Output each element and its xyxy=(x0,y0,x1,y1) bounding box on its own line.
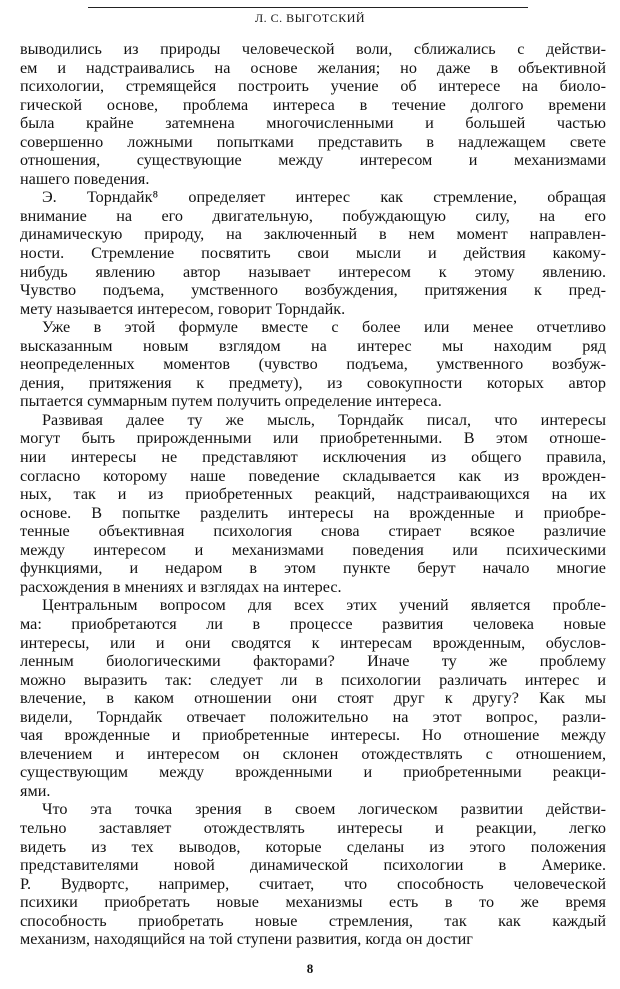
text-line: внимание на его двигательную, побуждающую силу, на его xyxy=(20,206,606,225)
text-line: мету называется интересом, говорит Торндайк. xyxy=(20,299,346,318)
text-line: выводились из природы человеческой воли, сближались с действи- xyxy=(20,40,606,58)
text-line: можно выразить так: следует ли в психологии различать интерес и xyxy=(20,670,606,689)
text-line: Центральным вопросом для всех этих учений является пробле- xyxy=(42,596,606,615)
text-line: психики приобретать новые механизмы есть в то же время xyxy=(20,893,606,912)
text-line: ями. xyxy=(20,781,51,800)
page-number: 8 xyxy=(306,961,314,976)
text-line: ма: приобретаются ли в процессе развития человека новые xyxy=(20,614,606,633)
text-line: тельно заставляет отождествлять интересы и реакции, легко xyxy=(20,818,606,837)
text-line: нашего поведения. xyxy=(20,169,150,188)
text-line: ем и надстраивались на основе желания; но даже в объективной xyxy=(20,58,606,77)
text-line: гической основе, проблема интереса в течение долгого времени xyxy=(20,95,606,114)
text-line: расхождения в мнениях и взглядах на интерес. xyxy=(20,577,342,596)
text-line: основе. В попытке разделить интересы на врожденные и приобре- xyxy=(20,503,606,522)
text-line: Уже в этой формуле вместе с более или менее отчетливо xyxy=(42,318,606,337)
text-line: способность приобретать новые стремления, так как каждый xyxy=(20,911,606,930)
text-line: функциями, и недаром в этом пункте берут начало многие xyxy=(20,559,606,578)
text-line: дения, притяжения к предмету), из совокупности которых автор xyxy=(20,373,606,392)
text-line: между интересом и механизмами поведения или психическими xyxy=(20,540,606,559)
text-line: интересы, или и они сводятся к интересам врожденным, обуслов- xyxy=(20,633,606,652)
text-line: видеть из тех выводов, которые сделаны из этого положения xyxy=(20,837,606,856)
text-line: ных, так и из приобретенных реакций, надстраивающихся на их xyxy=(20,485,606,504)
text-line: совершенно ложными попытками представить в надлежащем свете xyxy=(20,132,606,151)
text-line: влечение, в каком отношении они стоят друг к другу? Как мы xyxy=(20,689,606,708)
text-line: согласно которому наше поведение складывается как из врожден- xyxy=(20,466,606,485)
text-line: пытается суммарным путем получить определение интереса. xyxy=(20,392,442,411)
text-line: существующим между врожденными и приобретенными реакци- xyxy=(20,763,606,782)
text-line: влечением и интересом он склонен отождествлять с отношением, xyxy=(20,744,606,763)
text-line: могут быть прирожденными или приобретенными. В этом отноше- xyxy=(20,429,606,448)
text-line: представителями новой динамической психологии в Америке. xyxy=(20,856,606,875)
text-line: ности. Стремление посвятить свои мысли и действия какому- xyxy=(20,244,606,263)
text-line: психологии, стремящейся построить учение об интересе на биоло- xyxy=(20,77,606,96)
text-line: нибудь явлению автор называет интересом к этому явлению. xyxy=(20,262,606,281)
text-line: механизм, находящийся на той ступени развития, когда он достиг xyxy=(20,930,473,949)
text-line: чая врожденные и приобретенные интересы. Но отношение между xyxy=(20,726,606,745)
text-line: была крайне затемнена многочисленными и большей частью xyxy=(20,114,606,133)
text-line: динамическую природу, на заключенный в нем момент направлен- xyxy=(20,225,606,244)
text-line: Развивая далее ту же мысль, Торндайк писал, что интересы xyxy=(42,410,606,429)
text-line: отношения, существующие между интересом и механизмами xyxy=(20,151,606,170)
text-line: видели, Торндайк отвечает положительно на этот вопрос, разли- xyxy=(20,707,606,726)
text-line: ленным биологическими факторами? Иначе ту же проблему xyxy=(20,652,606,671)
text-line: высказанным новым взглядом на интерес мы находим ряд xyxy=(20,336,606,355)
text-line: Р. Вудвортс, например, считает, что способность человеческой xyxy=(20,874,606,893)
text-line: тенные объективная психология снова стирает всякое различие xyxy=(20,522,606,541)
text-line: нии интересы не представляют исключения из общего правила, xyxy=(20,448,606,467)
text-line: Э. Торндайк⁸ определяет интерес как стремление, обращая xyxy=(42,188,606,207)
running-head: Л. С. ВЫГОТСКИЙ xyxy=(254,11,366,25)
header-rule xyxy=(88,7,528,8)
body-text xyxy=(20,40,606,949)
text-line: неопределенных моментов (чувство подъема, умственного возбуж- xyxy=(20,355,606,374)
text-line: Чувство подъема, умственного возбуждения, притяжения к пред- xyxy=(20,281,606,300)
text-line: Что эта точка зрения в своем логическом развитии действи- xyxy=(42,800,606,819)
